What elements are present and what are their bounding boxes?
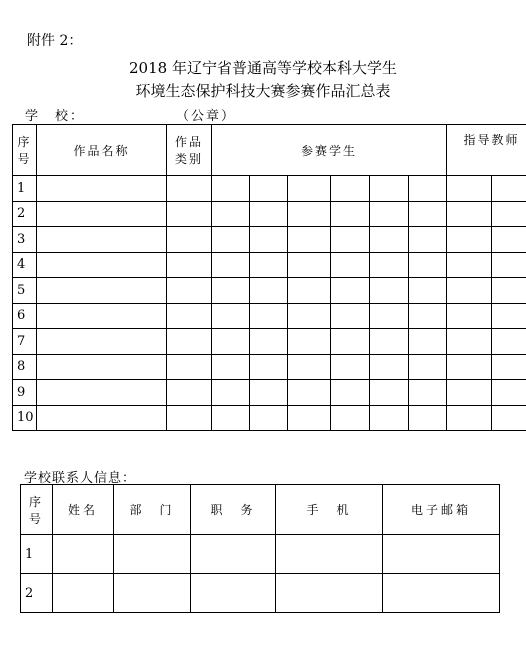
empty-cell xyxy=(212,354,250,380)
works-header-row xyxy=(13,125,526,176)
empty-cell xyxy=(409,201,447,227)
empty-cell xyxy=(409,329,447,355)
contact-header-row xyxy=(21,485,500,535)
empty-cell xyxy=(37,227,167,253)
empty-cell xyxy=(212,278,250,304)
empty-cell xyxy=(212,380,250,406)
empty-cell xyxy=(288,227,331,253)
seq-header-bottom: 号 xyxy=(17,152,32,166)
empty-cell xyxy=(331,380,370,406)
seq-header-cell xyxy=(13,125,37,176)
works-table-row xyxy=(13,303,526,329)
empty-cell xyxy=(250,278,288,304)
works-table-row xyxy=(13,278,526,304)
empty-cell xyxy=(288,380,331,406)
empty-cell xyxy=(447,227,492,253)
empty-cell xyxy=(191,535,276,574)
seq-header-top: 序 xyxy=(17,135,32,149)
empty-cell xyxy=(447,278,492,304)
empty-cell xyxy=(288,405,331,431)
contact-dept-header: 部 门 xyxy=(114,485,191,535)
empty-cell xyxy=(212,303,250,329)
empty-cell xyxy=(114,535,191,574)
empty-cell xyxy=(370,278,409,304)
empty-cell xyxy=(114,574,191,613)
row-number: 8 xyxy=(13,354,37,380)
work-name-header: 作品名称 xyxy=(37,125,167,176)
empty-cell xyxy=(331,405,370,431)
row-number: 3 xyxy=(13,227,37,253)
works-table-row xyxy=(13,252,526,278)
empty-cell xyxy=(409,303,447,329)
contact-title-header: 职 务 xyxy=(191,485,276,535)
row-number: 9 xyxy=(13,380,37,406)
contact-seq-header-top: 序 xyxy=(28,494,44,509)
empty-cell xyxy=(167,278,212,304)
empty-cell xyxy=(37,303,167,329)
empty-cell xyxy=(492,329,526,355)
empty-cell xyxy=(250,380,288,406)
empty-cell xyxy=(37,201,167,227)
empty-cell xyxy=(447,176,492,202)
empty-cell xyxy=(288,252,331,278)
contact-table-row xyxy=(21,535,500,574)
empty-cell xyxy=(370,380,409,406)
row-number: 6 xyxy=(13,303,37,329)
school-label: 学 校： xyxy=(25,109,86,124)
empty-cell xyxy=(288,354,331,380)
empty-cell xyxy=(167,176,212,202)
contact-seq-header-cell xyxy=(21,485,53,535)
row-number: 4 xyxy=(13,252,37,278)
empty-cell xyxy=(331,176,370,202)
empty-cell xyxy=(447,329,492,355)
works-table-row xyxy=(13,201,526,227)
empty-cell xyxy=(250,354,288,380)
empty-cell xyxy=(331,303,370,329)
work-type-header-top: 作品 xyxy=(174,135,203,149)
contact-name-header: 姓名 xyxy=(53,485,114,535)
row-number: 5 xyxy=(13,278,37,304)
empty-cell xyxy=(167,329,212,355)
empty-cell xyxy=(370,201,409,227)
seal-label: （公章） xyxy=(176,109,237,124)
empty-cell xyxy=(37,329,167,355)
empty-cell xyxy=(492,303,526,329)
empty-cell xyxy=(167,380,212,406)
empty-cell xyxy=(250,405,288,431)
empty-cell xyxy=(492,354,526,380)
contact-table xyxy=(20,484,500,613)
empty-cell xyxy=(492,278,526,304)
work-type-header-cell xyxy=(167,125,212,176)
empty-cell xyxy=(409,380,447,406)
empty-cell xyxy=(331,354,370,380)
document-title-line-1: 2018 年辽宁省普通高等学校本科大学生 xyxy=(129,59,397,77)
works-summary-table xyxy=(12,124,526,431)
empty-cell xyxy=(331,278,370,304)
empty-cell xyxy=(409,252,447,278)
empty-cell xyxy=(250,176,288,202)
empty-cell xyxy=(409,354,447,380)
works-table-row xyxy=(13,380,526,406)
empty-cell xyxy=(447,380,492,406)
empty-cell xyxy=(447,354,492,380)
contact-email-header: 电子邮箱 xyxy=(383,485,500,535)
contact-table-row xyxy=(21,574,500,613)
empty-cell xyxy=(167,252,212,278)
empty-cell xyxy=(212,176,250,202)
empty-cell xyxy=(331,201,370,227)
row-number: 10 xyxy=(13,405,37,431)
empty-cell xyxy=(492,227,526,253)
empty-cell xyxy=(370,303,409,329)
empty-cell xyxy=(492,252,526,278)
empty-cell xyxy=(288,201,331,227)
empty-cell xyxy=(370,252,409,278)
row-number: 1 xyxy=(13,176,37,202)
empty-cell xyxy=(167,354,212,380)
empty-cell xyxy=(250,201,288,227)
empty-cell xyxy=(212,201,250,227)
empty-cell xyxy=(331,252,370,278)
empty-cell xyxy=(383,574,500,613)
empty-cell xyxy=(370,176,409,202)
empty-cell xyxy=(492,201,526,227)
works-table-row xyxy=(13,227,526,253)
empty-cell xyxy=(212,405,250,431)
empty-cell xyxy=(447,201,492,227)
empty-cell xyxy=(250,303,288,329)
empty-cell xyxy=(492,380,526,406)
empty-cell xyxy=(409,405,447,431)
empty-cell xyxy=(276,574,383,613)
empty-cell xyxy=(492,405,526,431)
empty-cell xyxy=(37,380,167,406)
attachment-label: 附件 2： xyxy=(27,33,83,49)
empty-cell xyxy=(37,405,167,431)
empty-cell xyxy=(288,278,331,304)
empty-cell xyxy=(288,176,331,202)
empty-cell xyxy=(370,227,409,253)
empty-cell xyxy=(212,227,250,253)
empty-cell xyxy=(37,354,167,380)
empty-cell xyxy=(250,329,288,355)
row-number: 2 xyxy=(13,201,37,227)
students-header: 参赛学生 xyxy=(212,125,447,176)
row-number: 7 xyxy=(13,329,37,355)
empty-cell xyxy=(37,278,167,304)
empty-cell xyxy=(409,176,447,202)
empty-cell xyxy=(167,303,212,329)
contact-info-label: 学校联系人信息： xyxy=(24,471,137,486)
empty-cell xyxy=(409,227,447,253)
empty-cell xyxy=(250,227,288,253)
works-table-row xyxy=(13,329,526,355)
work-type-header-bottom: 类别 xyxy=(174,152,203,166)
empty-cell xyxy=(167,405,212,431)
empty-cell xyxy=(331,227,370,253)
empty-cell xyxy=(288,329,331,355)
empty-cell xyxy=(250,252,288,278)
empty-cell xyxy=(370,329,409,355)
empty-cell xyxy=(167,201,212,227)
works-table-row xyxy=(13,354,526,380)
empty-cell xyxy=(447,405,492,431)
contact-phone-header: 手 机 xyxy=(276,485,383,535)
empty-cell xyxy=(492,176,526,202)
empty-cell xyxy=(37,252,167,278)
empty-cell xyxy=(37,176,167,202)
empty-cell xyxy=(331,329,370,355)
empty-cell xyxy=(409,278,447,304)
advisors-header: 指导教师 xyxy=(447,125,526,176)
empty-cell xyxy=(53,535,114,574)
works-table-row xyxy=(13,405,526,431)
document-title-line-2: 环境生态保护科技大赛参赛作品汇总表 xyxy=(135,82,391,100)
contact-seq-header-bottom: 号 xyxy=(28,511,44,526)
empty-cell xyxy=(167,227,212,253)
row-number: 1 xyxy=(21,535,53,574)
empty-cell xyxy=(191,574,276,613)
empty-cell xyxy=(288,303,331,329)
empty-cell xyxy=(212,329,250,355)
empty-cell xyxy=(447,303,492,329)
works-table-row xyxy=(13,176,526,202)
empty-cell xyxy=(447,252,492,278)
empty-cell xyxy=(370,354,409,380)
empty-cell xyxy=(276,535,383,574)
empty-cell xyxy=(212,252,250,278)
empty-cell xyxy=(383,535,500,574)
empty-cell xyxy=(53,574,114,613)
empty-cell xyxy=(370,405,409,431)
row-number: 2 xyxy=(21,574,53,613)
